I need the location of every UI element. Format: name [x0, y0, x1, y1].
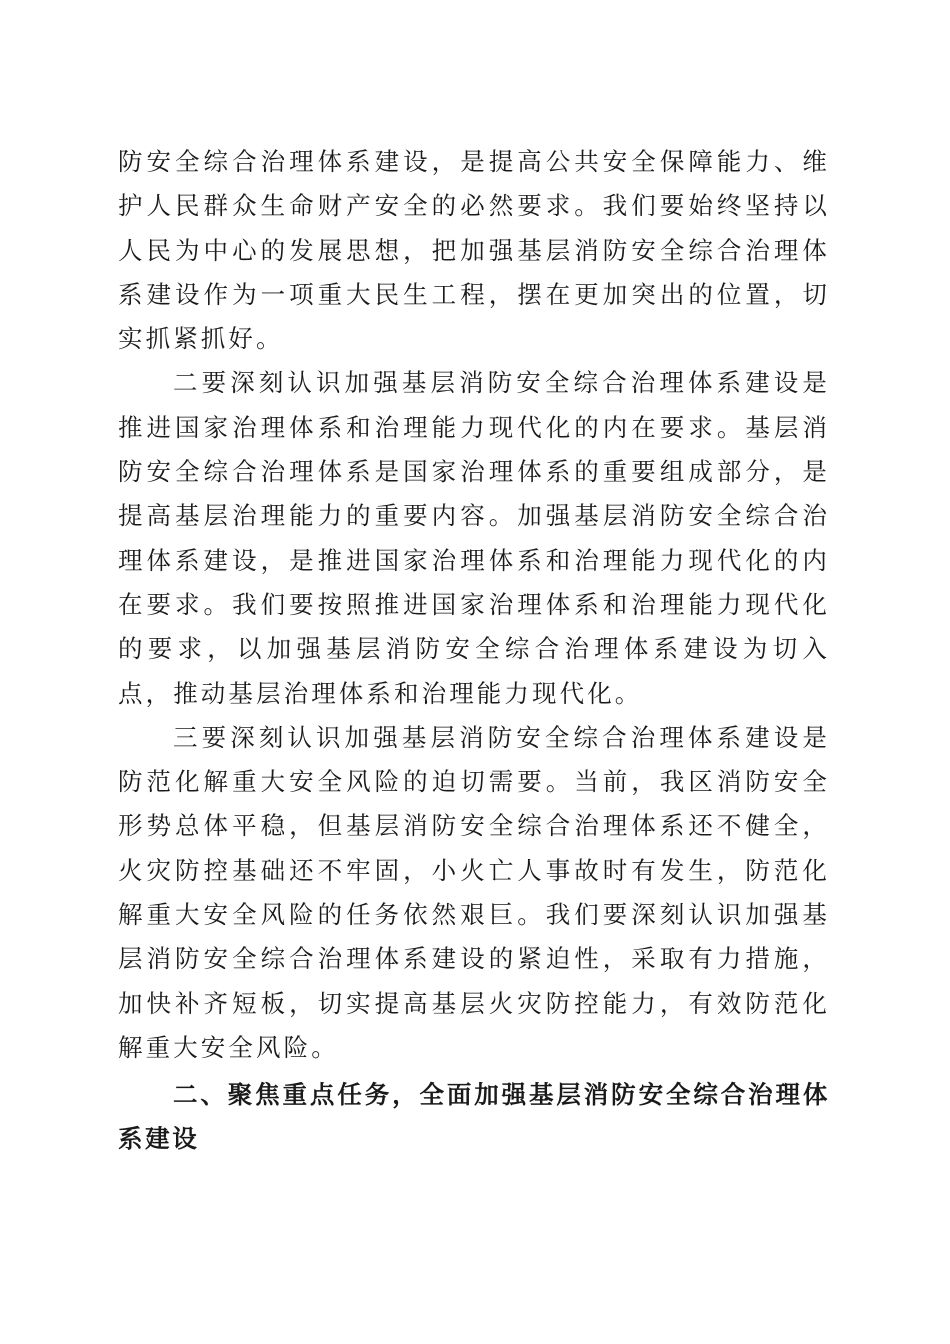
paragraph-continued: 防安全综合治理体系建设，是提高公共安全保障能力、维护人民群众生命财产安全的必然要求。我们要始终坚持以人民为中心的发展思想，把加强基层消防安全综合治理体系建设作为一项重大民生工程，摆在更加突出的位置，切实抓紧抓好。	[118, 147, 830, 354]
section-heading: 二、聚焦重点任务，全面加强基层消防安全综合治理体系建设	[118, 1080, 830, 1154]
paragraph-point-two: 二要深刻认识加强基层消防安全综合治理体系建设是推进国家治理体系和治理能力现代化的内在要求。基层消防安全综合治理体系是国家治理体系的重要组成部分，是提高基层治理能力的重要内容。加强基层消防安全综合治理体系建设，是推进国家治理体系和治理能力现代化的内在要求。我们要按照推进国家治理体系和治理能力现代化的要求，以加强基层消防安全综合治理体系建设为切入点，推动基层治理体系和治理能力现代化。	[118, 368, 830, 708]
paragraph-point-three: 三要深刻认识加强基层消防安全综合治理体系建设是防范化解重大安全风险的迫切需要。当前，我区消防安全形势总体平稳，但基层消防安全综合治理体系还不健全，火灾防控基础还不牢固，小火亡人事故时有发生，防范化解重大安全风险的任务依然艰巨。我们要深刻认识加强基层消防安全综合治理体系建设的紧迫性，采取有力措施，加快补齐短板，切实提高基层火灾防控能力，有效防范化解重大安全风险。	[118, 722, 830, 1062]
document-body	[118, 140, 830, 1161]
